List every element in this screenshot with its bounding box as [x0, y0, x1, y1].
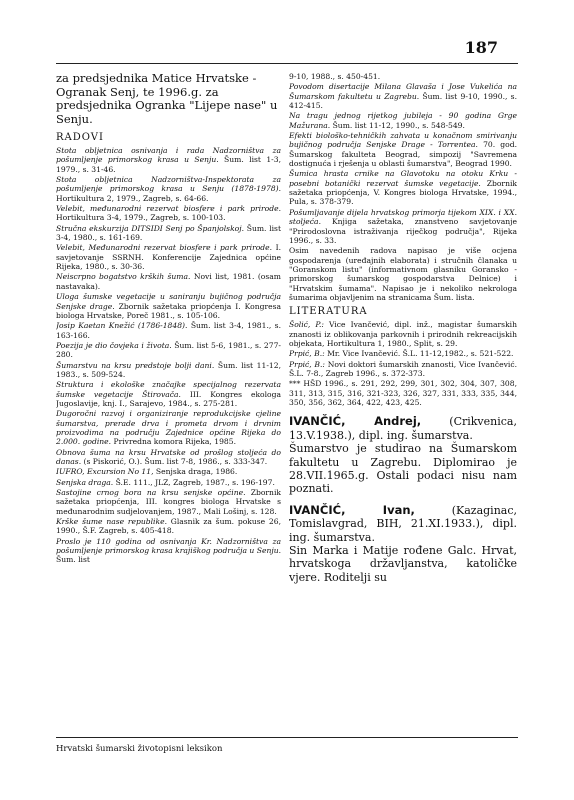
work-entry-title: Pošumljavanje dijela hrvatskog primorja tijekom XIX. i XX. stoljeća. [289, 207, 517, 227]
page-number: 187 [464, 38, 498, 57]
work-entry-title: Krške šume nase republike. [56, 517, 167, 527]
work-entry-title: Efekti biološko-tehničkih zahvata u konačnom smirivanju bujičnog područja Senjske Drage - Torrentea. [289, 131, 517, 150]
work-entry-details: Šum. list 1-3, 1979., s. 31-46. [56, 155, 281, 174]
literature-entry-title: Šolić, P.: [289, 320, 324, 330]
work-entry [56, 409, 281, 446]
work-entry-title: Neiscrpno bogatstvo krških šuma. [56, 272, 191, 282]
work-entry-details: Zbornik sažetaka priopćenja, V. Kongres biologa Hrvatske, 1994., Pula, s. 378-379. [289, 178, 517, 207]
work-entry [289, 208, 517, 245]
section-heading-radovi: RADOVI [56, 132, 104, 143]
work-entry [56, 467, 281, 476]
work-entry-details: Šum. list 9-10, 1990., s. 412-415. [289, 91, 517, 111]
work-entry [56, 537, 281, 565]
work-entry [56, 292, 281, 320]
work-entry [56, 204, 281, 223]
literature-entry-details: Mr. Vice Ivančević. Š.L. 11-12,1982., s. 521-522. [324, 349, 514, 359]
work-entry-details: Šum. list 3-4, 1980., s. 161-169. [56, 223, 281, 243]
work-entry-title: Stručna ekskurzija DITSIDI Senj po Španjolskoj. [56, 223, 245, 233]
intro-text: za predsjednika Matice Hrvatske - Ogranak Senj, te 1996.g. za predsjednika Ogranka "Lijepe nase" u Senju. [56, 72, 278, 126]
work-entry-details: Šum. list 11-12, 1983., s. 509-524. [56, 360, 281, 379]
literature-entry-details: Novi doktori šumarskih znanosti, Vice Ivančević. Š.L. 7-8., Zagreb 1996., s. 372-373. [289, 359, 517, 378]
work-entry-title: Uloga šumske vegetacije u saniranju bujičnog područja Senjske drage. [56, 292, 281, 311]
work-entry-title: Senjska draga. [56, 477, 114, 487]
work-entry-title: Obnova šuma na krsu Hrvatske od prošlog stoljeća do danas. [56, 447, 281, 466]
work-entry [56, 175, 281, 203]
work-entry [289, 131, 517, 168]
left-column [56, 72, 281, 728]
work-entry-details: Knjiga sažetaka, znanstveno savjetovanje "Prirodoslovna istraživanja riječkog područja", Rijeka 1996., s. 33. [289, 217, 517, 245]
work-entry-details: Osim navedenih radova napisao je više ocjena gospodarenja (uređajnih elaborata) i stručnih članaka u "Goranskom listu" (informativnom glasniku Goransko - primorskog šumarskog gospodarstva Delnice) i "Hrvatskim šumama". Napisao je i nekoliko nekrologa šumarima objavljenim na stranicama Šum. lista. [289, 246, 517, 302]
work-entry-details: Š.E. 111., JLZ, Zagreb, 1987., s. 196-197. [113, 477, 275, 487]
literature-list [289, 320, 517, 407]
work-entry [56, 517, 281, 536]
work-entry-details: Glasnik za šum. pokuse 26, 1990., Š.F. Zagreb, s. 405-418. [56, 517, 281, 536]
work-entry-details: Šum. list 5-6, 1981., s. 277-280. [56, 340, 281, 360]
work-entry-title: Na tragu jednog rijetkog jubileja - 90 godina Grge Mažurana. [289, 111, 517, 130]
work-entry-title: Velebit, Međunarodni rezervat biosfere i park prirode. [56, 243, 273, 253]
work-entry-title: Stota obljetnica osnivanja i rada Nadzorništva za pošumljenje primorskog krasa u Senju. [56, 146, 281, 165]
biography-text: Šumarstvo je studirao na Šumarskom fakultetu u Zagrebu. Diplomirao je 28.VII.1965.g. Ostali podaci nisu nam poznati. [289, 442, 517, 496]
work-entry-title: Šumica hrasta crnike na Glavotoku na otoku Krku - posebni botanički rezervat šumske vegetacije. [289, 169, 517, 188]
work-entry-title: Proslo je 110 godina od osnivanja Kr. Nadzorništva za pošumljenje primorskog krasa krajiškog područja u Senju. [56, 536, 281, 556]
work-entry [56, 380, 281, 408]
literature-entry [289, 320, 517, 348]
work-entry-title: Velebit, međunarodni rezervat biosfere i park prirode. [56, 204, 281, 214]
work-entry [56, 488, 281, 516]
work-entry-details: Hortikultura 2, 1979., Zagreb, s. 64-66. [56, 193, 209, 203]
biography-name: IVANČIĆ, Ivan, [289, 502, 415, 517]
work-entry [289, 246, 517, 302]
biography-text: Sin Marka i Matije rođene Galc. Hrvat, hrvatskoga državljanstva, katoličke vjere. Roditelji su [289, 544, 517, 584]
work-entry [56, 478, 281, 487]
work-entry-title: Josip Kaetan Knežić (1786-1848). [56, 321, 188, 331]
literature-entry-title: Prpić, B.: [289, 359, 325, 369]
literature-entry-details: *** HŠD 1996., s. 291, 292, 299, 301, 302, 304, 307, 308, 311, 313, 315, 316, 321-323, 326, 327, 331, 333, 335, 344, 350, 356, 362, 364, 422, 423, 425. [289, 379, 517, 407]
work-entry-title: IUFRO, Excursion No 11, [56, 467, 154, 477]
literature-entry [289, 379, 517, 407]
work-entry-details: I. savjetovanje SSRNH. Konferencije Zajednica općine Rijeka, 1980., s. 30-36. [56, 243, 281, 272]
works-list-continued [289, 72, 517, 302]
work-entry [56, 224, 281, 243]
work-entry-title: Sastojine crnog bora na krsu senjske općine. [56, 488, 246, 498]
work-entry-title: Dugoročni razvoj i organiziranje reprodukcijske cjeline šumarstva, prerade drva i prometa drvom i drvnim proizvodima na području Zajednice općine Rijeka do 2.000. godine. [56, 409, 281, 447]
work-entry-details: Novi list, 1981. (osam nastavaka). [56, 272, 281, 291]
biography-summary: (Kazaginac, Tomislavgrad, BIH, 21.XI.1933.), dipl. ing. šumarstva. [289, 503, 517, 544]
work-entry-details: Privredna komora Rijeka, 1985. [111, 437, 236, 447]
work-entry [56, 272, 281, 291]
work-entry-details: Zbornik sažetaka priopćenja, III. kongres biologa Hrvatske s međunarodnim sudjelovanjem, 1987., Mali Lošinj, s. 128. [56, 488, 281, 516]
section-heading-literatura: LITERATURA [289, 306, 368, 318]
work-entry [56, 146, 281, 174]
work-entry-title: Poezija je dio čovjeka i života. [56, 340, 172, 350]
work-entry [289, 111, 517, 130]
work-entry-details: (s Piskorić, O.). Šum. list 7-8, 1986., s. 333-347. [81, 457, 268, 466]
literature-entry [289, 349, 517, 358]
work-entry [289, 169, 517, 206]
work-entry-details: Zbornik sažetaka priopćenja I. Kongresa biologa Hrvatske, Poreč 1981., s. 105-106. [56, 301, 281, 320]
footer-rule [56, 737, 518, 738]
work-entry-details: Senjska draga, 1986. [153, 467, 238, 477]
work-entry-details: Šum. list 11-12, 1990., s. 548-549. [330, 120, 465, 130]
work-entry-title: Strukturа i ekološke značajke specijalnog rezervata šumske vegetacije Štirovača. [56, 380, 281, 399]
page-footer: Hrvatski šumarski životopisni leksikon [56, 744, 223, 754]
work-entry-details: Šum. list [56, 555, 90, 565]
work-entry [56, 448, 281, 467]
work-entry [56, 321, 281, 340]
header-rule [56, 63, 518, 64]
right-column [289, 72, 517, 728]
work-entry [289, 72, 517, 81]
work-entry-details: 9-10, 1988., s. 450-451. [289, 72, 381, 81]
biography-entry [289, 504, 517, 584]
work-entry [289, 82, 517, 110]
work-entry-details: Hortikultura 3-4, 1979., Zagreb, s. 100-103. [56, 213, 226, 223]
biography-list [289, 415, 517, 584]
work-entry [56, 341, 281, 360]
work-entry-details: III. Kongres ekologa Jugoslavije, knj. I., Sarajevo, 1984., s. 275-281. [56, 389, 281, 408]
biography-summary: (Crikvenica, 13.V.1938.), dipl. ing. šumarstva. [289, 415, 517, 442]
literature-entry [289, 360, 517, 379]
work-entry-title: Stota obljetnica Nadzorništva-Inspektorata za pošumljenje primorskog krasa u Senju (1878-1978). [56, 175, 281, 194]
literature-entry-details: Vice Ivančević, dipl. inž., magistar šumarskih znanosti iz oblikovanja parkovnih i prirodnih rekreacijskih objekata, Hortikultura 1, 1980., Split, s. 29. [289, 320, 517, 348]
biography-name: IVANČIĆ, Andrej, [289, 414, 422, 429]
works-list [56, 146, 281, 565]
work-entry-details: Šum. list 3-4, 1981., s. 163-166. [56, 321, 281, 340]
work-entry [56, 243, 281, 271]
biography-entry [289, 415, 517, 495]
literature-entry-title: Prpić, B.: [289, 349, 325, 359]
work-entry [56, 361, 281, 380]
work-entry-title: Šumarstvu na krsu predstoje bolji dani. [56, 360, 215, 370]
work-entry-details: 70. god. Šumarskog fakulteta Beograd, simpozij "Savremena dostignuća i rješenja u oblasti šumarstva", Beograd 1990. [289, 140, 517, 169]
work-entry-title: Povodom disertacije Milana Glavaša i Jose Vukelića na Šumarskom fakultetu u Zagrebu. [289, 82, 517, 101]
